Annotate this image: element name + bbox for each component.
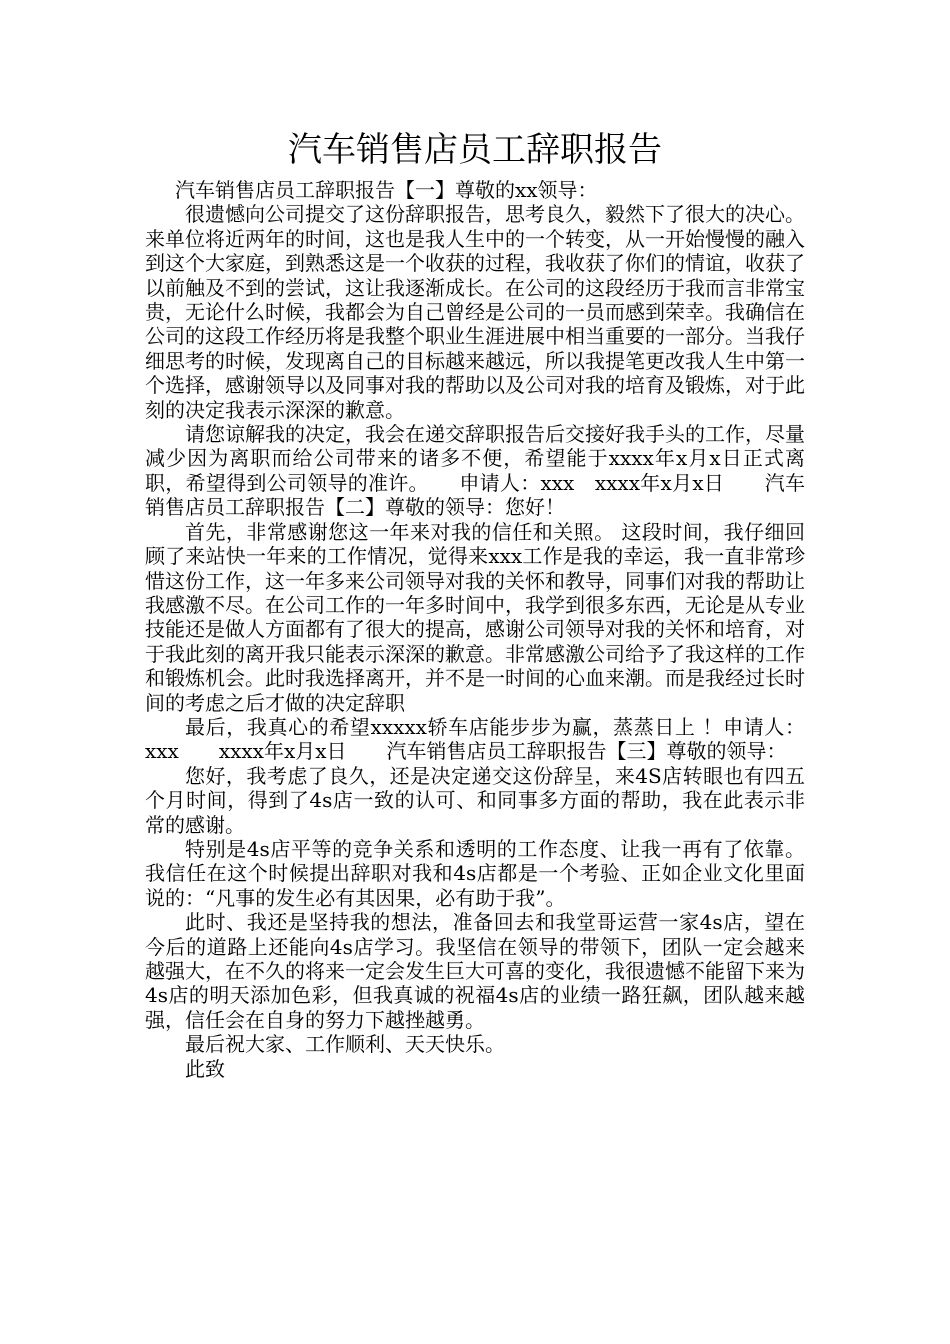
body-paragraph: 最后，我真心的希望xxxxx轿车店能步步为赢，蒸蒸日上 ！申请人：xxx xxxx年x月x日 汽车销售店员工辞职报告【三】尊敬的领导： [145,714,805,764]
body-paragraph: 首先，非常感谢您这一年来对我的信任和关照。 这段时间，我仔细回顾了来站快一年来的工作情况，觉得来xxx工作是我的幸运，我一直非常珍惜这份工作，这一年多来公司领导对我的关怀和教导，同事们对我的帮助让我感激不尽。在公司工作的一年多时间中，我学到很多东西，无论是从专业技能还是做人方面都有了很大的提高，感谢公司领导对我的关怀和培育，对于我此刻的离开我只能表示深深的歉意。非常感激公司给予了我这样的工作和锻炼机会。此时我选择离开，并不是一时间的心血来潮。而是我经过长时间的考虑之后才做的决定辞职 [145,519,805,715]
closing-salutation: 此致 [185,1056,225,1081]
closing-paragraph: 最后祝大家、工作顺利、天天快乐。 [185,1032,505,1057]
body-paragraph: 很遗憾向公司提交了这份辞职报告，思考良久，毅然下了很大的决心。来单位将近两年的时间，这也是我人生中的一个转变，从一开始慢慢的融入到这个大家庭，到熟悉这是一个收获的过程，我收获了你们的情谊，收获了以前触及不到的尝试，这让我逐渐成长。在公司的这段经历于我而言非常宝贵，无论什么时候，我都会为自己曾经是公司的一员而感到荣幸。我确信在公司的这段工作经历将是我整个职业生涯进展中相当重要的一部分。当我仔细思考的时候，发现离自己的目标越来越远，所以我提笔更改我人生中第一个选择，感谢领导以及同事对我的帮助以及公司对我的培育及锻炼，对于此刻的决定我表示深深的歉意。 [145,202,805,422]
body-paragraph: 此时、我还是坚持我的想法，准备回去和我堂哥运营一家4s店，望在今后的道路上还能向4s店学习。我坚信在领导的带领下，团队一定会越来越强大，在不久的将来一定会发生巨大可喜的变化，我很遗憾不能留下来为4s店的明天添加色彩，但我真诚的祝福4s店的业绩一路狂飙，团队越来越强，信任会在自身的努力下越挫越勇。 [145,910,805,1032]
body-paragraph: 特别是4s店平等的竞争关系和透明的工作态度、让我一再有了依靠。我信任在这个时候提出辞职对我和4s店都是一个考验、正如企业文化里面说的：“凡事的发生必有其因果，必有助于我”。 [145,836,805,910]
greeting-paragraph: 汽车销售店员工辞职报告【一】尊敬的xx领导： [175,178,598,202]
document-page [145,128,805,1081]
body-paragraph: 请您谅解我的决定，我会在递交辞职报告后交接好我手头的工作，尽量减少因为离职而给公司带来的诸多不便，希望能于xxxx年x月x日正式离职，希望得到公司领导的准许。 申请人：xxx xxxx年x月x日 汽车销售店员工辞职报告【二】尊敬的领导：您好！ [145,422,805,520]
document-title: 汽车销售店员工辞职报告 [288,130,662,170]
body-paragraph: 您好，我考虑了良久，还是决定递交这份辞呈，来4S店转眼也有四五个月时间，得到了4s店一致的认可、和同事多方面的帮助，我在此表示非常的感谢。 [145,763,805,837]
